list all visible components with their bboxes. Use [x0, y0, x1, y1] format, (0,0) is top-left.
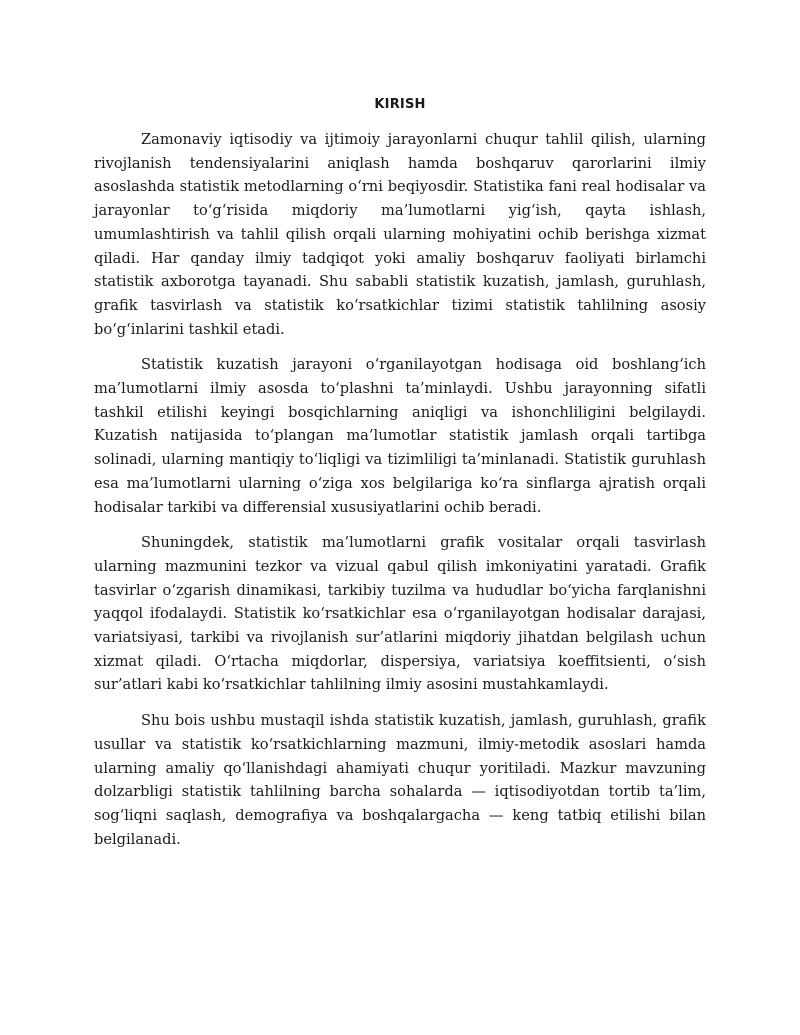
paragraph-3: Shuningdek, statistik ma’lumotlarni grafik vositalar orqali tasvirlash ularning mazmunini tezkor va vizual qabul qilish imkoniyatini yaratadi. Grafik tasvirlar o‘zgarish dinamikasi, tarkibiy tuzilma va hududlar bo‘yicha farqlanishni yaqqol ifodalaydi. Statistik ko‘rsatkichlar esa o‘rganilayotgan hodisalar darajasi, variatsiyasi, tarkibi va rivojlanish sur’atlarini miqdoriy jihatdan belgilash uchun xizmat qiladi. O‘rtacha miqdorlar, dispersiya, variatsiya koeffitsienti, o‘sish sur’atlari kabi ko‘rsatkichlar tahlilning ilmiy asosini mustahkamlaydi. — [94, 534, 706, 694]
paragraph-2: Statistik kuzatish jarayoni o‘rganilayotgan hodisaga oid boshlang‘ich ma’lumotlarni ilmiy asosda to‘plashni ta’minlaydi. Ushbu jarayonning sifatli tashkil etilishi keyingi bosqichlarning aniqligi va ishonchliligini belgilaydi. Kuzatish natijasida to‘plangan ma’lumotlar statistik jamlash orqali tartibga solinadi, ularning mantiqiy to‘liqligi va tizimliligi ta’minlanadi. Statistik guruhlash esa ma’lumotlarni ularning o‘ziga xos belgilariga ko‘ra sinflarga ajratish orqali hodisalar tarkibi va differensial xususiyatlarini ochib beradi. — [94, 356, 706, 516]
section-heading: KIRISH — [374, 97, 426, 112]
paragraph-4: Shu bois ushbu mustaqil ishda statistik kuzatish, jamlash, guruhlash, grafik usullar va statistik ko‘rsatkichlarning mazmuni, ilmiy-metodik asoslari hamda ularning amaliy qo‘llanishdagi ahamiyati chuqur yoritiladi. Mazkur mavzuning dolzarbligi statistik tahlilning barcha sohalarda — iqtisodiyotdan tortib ta’lim, sog‘liqni saqlash, demografiya va boshqalargacha — keng tatbiq etilishi bilan belgilanadi. — [94, 712, 706, 848]
paragraph-1: Zamonaviy iqtisodiy va ijtimoiy jarayonlarni chuqur tahlil qilish, ularning rivojlanish tendensiyalarini aniqlash hamda boshqaruv qarorlarini ilmiy asoslashda statistik metodlarning o‘rni beqiyosdir. Statistika fani real hodisalar va jarayonlar to‘g‘risida miqdoriy ma’lumotlarni yig‘ish, qayta ishlash, umumlashtirish va tahlil qilish orqali ularning mohiyatini ochib berishga xizmat qiladi. Har qanday ilmiy tadqiqot yoki amaliy boshqaruv faoliyati birlamchi statistik axborotga tayanadi. Shu sababli statistik kuzatish, jamlash, guruhlash, grafik tasvirlash va statistik ko‘rsatkichlar tizimi statistik tahlilning asosiy bo‘g‘inlarini tashkil etadi. — [94, 131, 706, 338]
document-page — [94, 88, 706, 863]
